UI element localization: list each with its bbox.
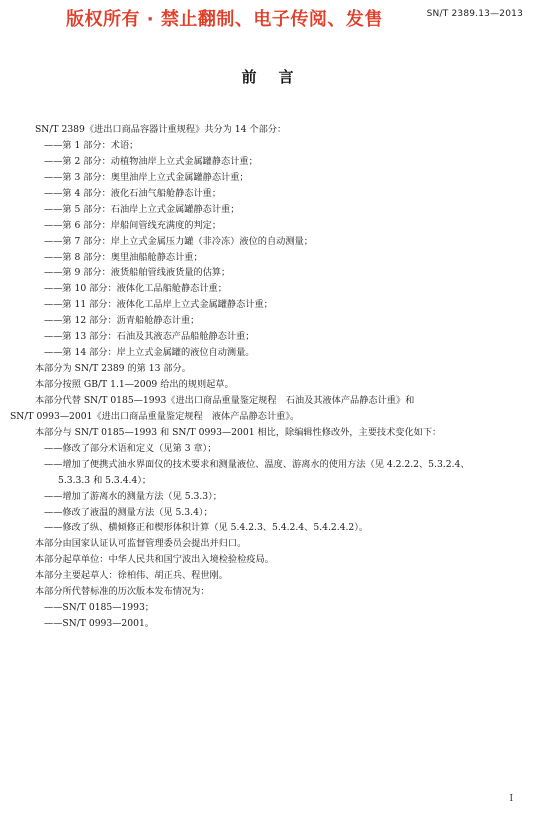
list-item: ——第 12 部分：沥青船舱静态计重；: [44, 315, 200, 327]
list-item: ——第 13 部分：石油及其液态产品船舱静态计重；: [44, 331, 255, 343]
text-line: 本部分代替 SN/T 0185—1993《进出口商品重量鉴定规程 石油及其液体产品静态计重》和: [35, 394, 415, 406]
list-item: ——增加了便携式油水界面仪的技术要求和测量液位、温度、游离水的使用方法（见 4.2.2.2、5.3.2.4、: [44, 458, 470, 470]
text-line: 本部分主要起草人：徐柏伟、胡正兵、程世刚。: [35, 570, 228, 582]
list-item: ——第 1 部分：术语；: [44, 139, 139, 151]
text-line: 本部分按照 GB/T 1.1—2009 给出的规则起草。: [35, 379, 234, 390]
list-item: ——第 2 部分：动植物油岸上立式金属罐静态计重；: [44, 155, 258, 167]
list-item: ——第 14 部分：岸上立式金属罐的液位自动测量。: [44, 347, 255, 359]
list-item: ——第 6 部分：岸船间管线充满度的判定；: [44, 219, 222, 231]
copyright-watermark: 版权所有 · 禁止翻制、电子传阅、发售: [66, 9, 383, 30]
text-line: SN/T 2389《进出口商品容器计重规程》共分为 14 个部分：: [35, 124, 287, 135]
list-item: ——第 4 部分：液化石油气船舱静态计重；: [44, 187, 222, 199]
list-item: ——第 10 部分：液体化工品船舱静态计重；: [44, 283, 227, 295]
text-line: SN/T 0993—2001《进出口商品重量鉴定规程 液体产品静态计重》。: [10, 410, 300, 422]
list-item: ——第 3 部分：奥里油岸上立式金属罐静态计重；: [44, 171, 249, 183]
foreword-body: [10, 122, 525, 632]
list-item-continuation: 5.3.3.3 和 5.3.4.4）；: [58, 474, 152, 486]
list-item: ——SN/T 0993—2001。: [44, 618, 154, 630]
text-line: 本部分起草单位：中华人民共和国宁波出入境检验检疫局。: [35, 554, 274, 566]
text-line: 本部分为 SN/T 2389 的第 13 部分。: [35, 363, 191, 375]
page-title: 前言: [241, 68, 316, 86]
standard-number: SN/T 2389.13—2013: [426, 9, 523, 19]
list-item: ——增加了游离水的测量方法（见 5.3.3）；: [44, 490, 222, 502]
list-item: ——第 9 部分：液货船舶管线液货量的估算；: [44, 267, 231, 279]
list-item: ——第 7 部分：岸上立式金属压力罐（非冷冻）液位的自动测量；: [44, 235, 313, 247]
text-line: 本部分由国家认证认可监督管理委员会提出并归口。: [35, 538, 247, 550]
list-item: ——第 8 部分：奥里油船舱静态计重；: [44, 251, 203, 263]
list-item: ——修改了液温的测量方法（见 5.3.4）；: [44, 506, 213, 518]
list-item: ——第 5 部分：石油岸上立式金属罐静态计重；: [44, 203, 240, 215]
list-item: ——修改了部分术语和定义（见第 3 章）；: [44, 442, 217, 454]
text-line: 本部分所代替标准的历次版本发布情况为：: [35, 586, 210, 598]
page-number: I: [509, 794, 513, 804]
text-line: 本部分与 SN/T 0185—1993 和 SN/T 0993—2001 相比，除编辑性修改外，主要技术变化如下：: [35, 426, 442, 438]
list-item: ——SN/T 0185—1993；: [44, 602, 154, 614]
list-item: ——第 11 部分：液体化工品岸上立式金属罐静态计重；: [44, 299, 273, 311]
list-item: ——修改了纵、横倾修正和楔形体积计算（见 5.4.2.3、5.4.2.4、5.4.2.4.2）。: [44, 522, 369, 534]
